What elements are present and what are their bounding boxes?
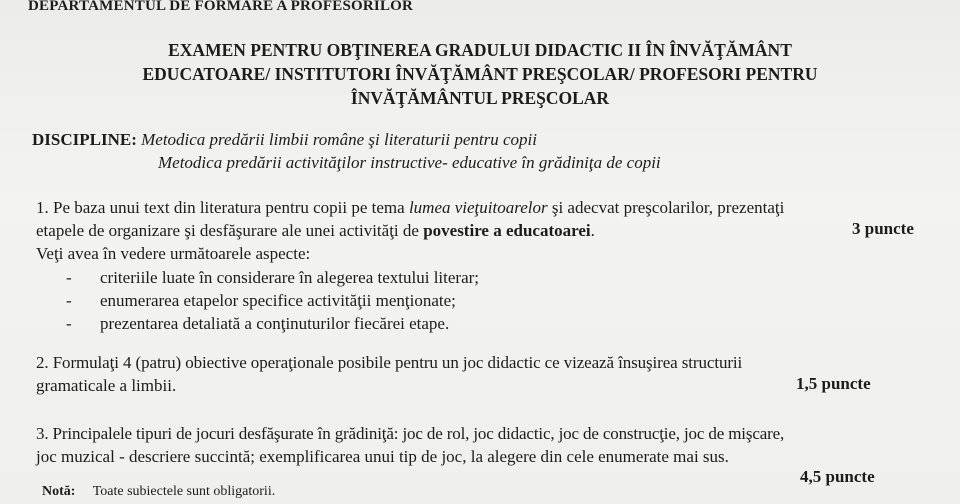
disciplines-line-1	[32, 128, 537, 151]
q1-line1-italic: lumea vieţuitoarelor	[408, 198, 548, 217]
q1-bullet-2	[66, 289, 456, 312]
q3-line-1: 3. Principalele tipuri de jocuri desfăşurate în grădiniţă: joc de rol, joc didactic, joc de construcţie, joc de mişcare,	[36, 424, 785, 443]
q3-points: 4,5 puncte	[800, 467, 875, 486]
note-label: Notă:	[42, 484, 76, 499]
bullet-dash: -	[66, 268, 72, 287]
q1-bullet-3-text: prezentarea detaliată a conţinuturilor fiecărei etape.	[100, 314, 450, 333]
q1-line-2	[36, 219, 595, 242]
note	[42, 484, 275, 500]
q1-line-1	[36, 196, 784, 219]
q1-line2-start: etapele de organizare şi desfăşurare ale unei activităţi de	[36, 221, 424, 240]
exam-title-line-2: EDUCATOARE/ INSTITUTORI ÎNVĂŢĂMÂNT PREŞCOLAR/ PROFESORI PENTRU	[142, 64, 818, 84]
q1-line1-end: şi adecvat preşcolarilor, prezentaţi	[547, 198, 785, 217]
q1-bullet-3	[66, 312, 449, 335]
q3-line-2: joc muzical - descriere succintă; exemplificarea unui tip de joc, la alegere din cele enumerate mai sus.	[36, 447, 729, 466]
exam-title-line-3: ÎNVĂŢĂMÂNTUL PREŞCOLAR	[350, 88, 610, 108]
department-heading: DEPARTAMENTUL DE FORMARE A PROFESORILOR	[28, 0, 414, 14]
disciplines-label: DISCIPLINE:	[32, 130, 137, 149]
discipline-item-2: Metodica predării activităţilor instructive- educative în grădiniţa de copii	[158, 153, 661, 172]
q1-points: 3 puncte	[852, 219, 914, 238]
q1-bullet-2-text: enumerarea etapelor specifice activităţii menţionate;	[100, 291, 456, 310]
q1-line-3: Veţi avea în vedere următoarele aspecte:	[36, 244, 311, 263]
q2-line-1: 2. Formulaţi 4 (patru) obiective operaţionale posibile pentru un joc didactic ce vizează însuşirea structurii	[36, 353, 743, 372]
q1-bullet-1-text: criteriile luate în considerare în alegerea textului literar;	[100, 268, 480, 287]
q1-line1-start: 1. Pe baza unui text din literatura pentru copii pe tema	[36, 198, 409, 217]
bullet-dash: -	[66, 314, 72, 333]
exam-title-line-1: EXAMEN PENTRU OBŢINEREA GRADULUI DIDACTIC II ÎN ÎNVĂŢĂMÂNT	[168, 40, 792, 60]
q1-line2-bold: povestire a educatoarei	[423, 221, 591, 240]
discipline-item-1: Metodica predării limbii române şi literaturii pentru copii	[141, 130, 537, 149]
q2-points: 1,5 puncte	[796, 374, 871, 393]
q1-line2-end: .	[590, 221, 595, 240]
q2-line-2: gramaticale a limbii.	[36, 376, 177, 395]
note-text: Toate subiectele sunt obligatorii.	[92, 484, 276, 499]
q1-bullet-1	[66, 266, 479, 289]
bullet-dash: -	[66, 291, 72, 310]
